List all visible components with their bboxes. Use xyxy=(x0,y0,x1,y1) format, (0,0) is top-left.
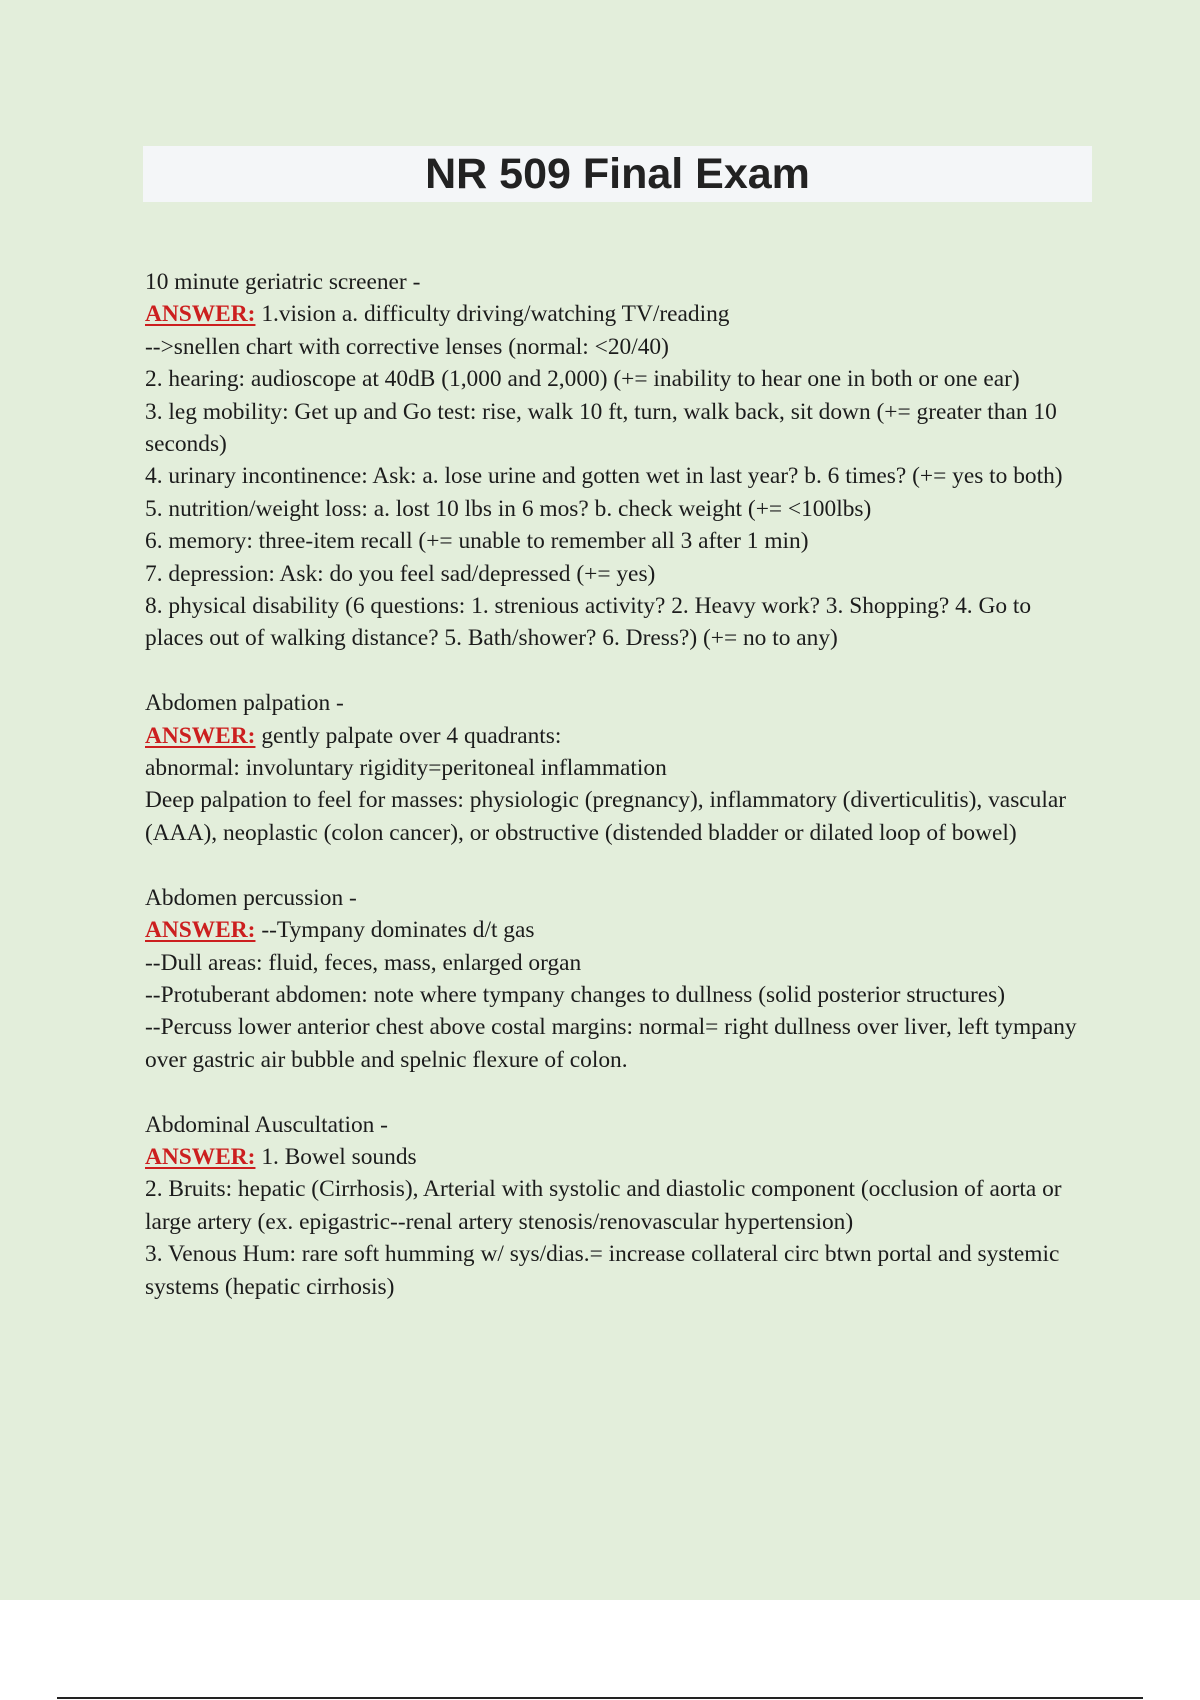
answer-line: 6. memory: three-item recall (+= unable to remember all 3 after 1 min) xyxy=(145,528,809,555)
answer-label: ANSWER: xyxy=(145,1143,256,1170)
answer-line: -->snellen chart with corrective lenses (normal: <20/40) xyxy=(145,333,669,360)
question-text: Abdomen palpation - xyxy=(145,690,344,717)
answer-line: Deep palpation to feel for masses: physiologic (pregnancy), inflammatory (diverticulitis), vascular (AAA), neoplastic (colon cancer), or obstructive (distended bladder or dilated loop of bowel) xyxy=(145,787,1067,846)
question-text: Abdomen percussion - xyxy=(145,884,357,911)
answer-line: --Dull areas: fluid, feces, mass, enlarged organ xyxy=(145,949,582,976)
answer-line: 2. hearing: audioscope at 40dB (1,000 and 2,000) (+= inability to hear one in both or one ear) xyxy=(145,366,1020,393)
answer-first-line xyxy=(145,720,1095,752)
answer-line: --Protuberant abdomen: note where tympany changes to dullness (solid posterior structures) xyxy=(145,981,1006,1008)
answer-line: 3. Venous Hum: rare soft humming w/ sys/dias.= increase collateral circ btwn portal and systemic systems (hepatic cirrhosis) xyxy=(145,1241,1060,1300)
document-title: NR 509 Final Exam xyxy=(425,149,810,198)
footer-divider xyxy=(57,1697,1143,1699)
answer-line: abnormal: involuntary rigidity=peritoneal inflammation xyxy=(145,755,667,782)
answer-line: 8. physical disability (6 questions: 1. strenious activity? 2. Heavy work? 3. Shopping? 4. Go to places out of walking distance? 5. Bath/shower? 6. Dress?) (+= no to any) xyxy=(145,593,1032,652)
question-text: Abdominal Auscultation - xyxy=(145,1111,388,1138)
answer-line: 2. Bruits: hepatic (Cirrhosis), Arterial with systolic and diastolic component (occlusion of aorta or large artery (ex. epigastric--renal artery stenosis/renovascular hypertension) xyxy=(145,1176,1062,1235)
answer-line: --Percuss lower anterior chest above costal margins: normal= right dullness over liver, left tympany over gastric air bubble and spelnic flexure of colon. xyxy=(145,1014,1077,1073)
question-text: 10 minute geriatric screener - xyxy=(145,269,421,295)
document-content xyxy=(145,266,1095,1335)
answer-first-line xyxy=(145,298,1095,330)
answer-text: 1. Bowel sounds xyxy=(255,1143,417,1170)
answer-label: ANSWER: xyxy=(145,722,256,749)
qa-block-abdominal-auscultation xyxy=(145,1109,1095,1303)
answer-text: 1.vision a. difficulty driving/watching TV/reading xyxy=(255,301,730,328)
qa-block-abdomen-percussion xyxy=(145,882,1095,1076)
answer-line: 7. depression: Ask: do you feel sad/depressed (+= yes) xyxy=(145,560,656,587)
answer-line: 3. leg mobility: Get up and Go test: rise, walk 10 ft, turn, walk back, sit down (+= greater than 10 seconds) xyxy=(145,398,1057,458)
answer-text: gently palpate over 4 quadrants: xyxy=(255,722,562,749)
qa-block-abdomen-palpation xyxy=(145,687,1095,849)
answer-text: --Tympany dominates d/t gas xyxy=(255,917,535,944)
qa-block-geriatric-screener xyxy=(145,266,1095,655)
answer-line: 5. nutrition/weight loss: a. lost 10 lbs in 6 mos? b. check weight (+= <100lbs) xyxy=(145,495,872,522)
title-banner xyxy=(143,146,1092,202)
answer-first-line xyxy=(145,1141,1095,1173)
answer-label: ANSWER: xyxy=(145,301,256,328)
answer-line: 4. urinary incontinence: Ask: a. lose urine and gotten wet in last year? b. 6 times? (+= yes to both) xyxy=(145,463,1063,490)
answer-first-line xyxy=(145,914,1095,946)
answer-label: ANSWER: xyxy=(145,917,256,944)
